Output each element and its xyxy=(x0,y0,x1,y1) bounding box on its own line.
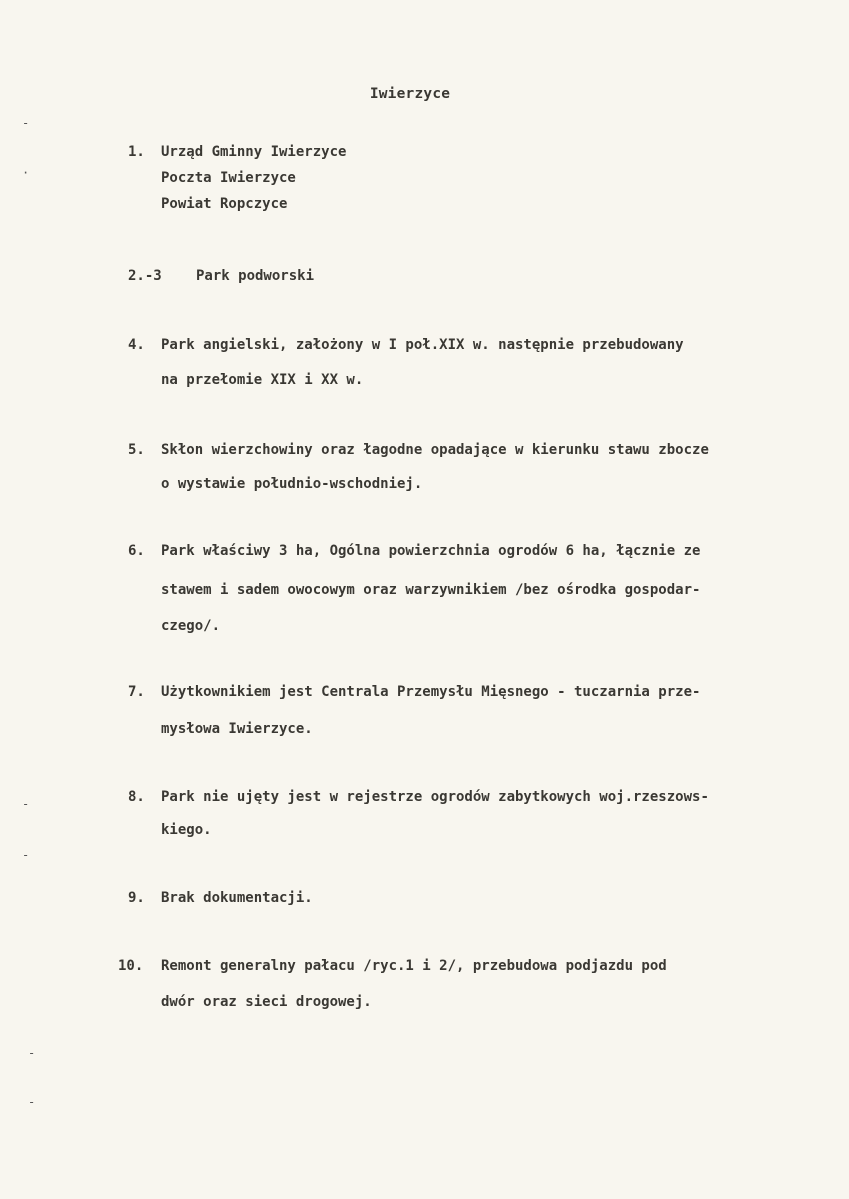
item-number: 4. xyxy=(128,337,145,353)
item-number: 5. xyxy=(128,442,145,458)
item-line: kiego. xyxy=(161,822,212,838)
page-title: Iwierzyce xyxy=(369,86,451,102)
item-line: o wystawie południo-wschodniej. xyxy=(161,476,423,492)
item-line: Park nie ujęty jest w rejestrze ogrodów zabytkowych woj.rzeszows- xyxy=(161,789,709,805)
item-number: 6. xyxy=(128,543,145,559)
margin-tick: - xyxy=(22,116,30,130)
item-number: 7. xyxy=(128,684,145,700)
item-line: Poczta Iwierzyce xyxy=(161,170,296,186)
margin-tick: - xyxy=(22,848,30,862)
item-line: dwór oraz sieci drogowej. xyxy=(161,994,372,1010)
item-line: Powiat Ropczyce xyxy=(161,196,288,212)
item-line: Skłon wierzchowiny oraz łagodne opadające w kierunku stawu zbocze xyxy=(161,442,709,458)
margin-tick: - xyxy=(28,1095,36,1109)
margin-tick: · xyxy=(22,166,30,180)
margin-tick: - xyxy=(28,1046,36,1060)
margin-tick: - xyxy=(22,797,30,811)
item-line: Park angielski, założony w I poł.XIX w. następnie przebudowany xyxy=(161,337,684,353)
item-number: 1. xyxy=(128,144,145,160)
item-line: Brak dokumentacji. xyxy=(161,890,313,906)
item-line: czego/. xyxy=(161,618,221,634)
item-number: 9. xyxy=(128,890,145,906)
item-line: Remont generalny pałacu /ryc.1 i 2/, przebudowa podjazdu pod xyxy=(161,958,667,974)
item-number: 8. xyxy=(128,789,145,805)
item-line: Park właściwy 3 ha, Ogólna powierzchnia ogrodów 6 ha, łącznie ze xyxy=(161,543,701,559)
item-number: 2.-3 xyxy=(128,268,162,284)
item-line: na przełomie XIX i XX w. xyxy=(161,372,364,388)
item-line: Park podworski xyxy=(196,268,315,284)
item-line: stawem i sadem owocowym oraz warzywnikiem /bez ośrodka gospodar- xyxy=(161,582,701,598)
item-line: Urząd Gminny Iwierzyce xyxy=(161,144,347,160)
item-line: Użytkownikiem jest Centrala Przemysłu Mięsnego - tuczarnia prze- xyxy=(161,684,701,700)
item-line: mysłowa Iwierzyce. xyxy=(161,721,313,737)
item-number: 10. xyxy=(118,958,144,974)
